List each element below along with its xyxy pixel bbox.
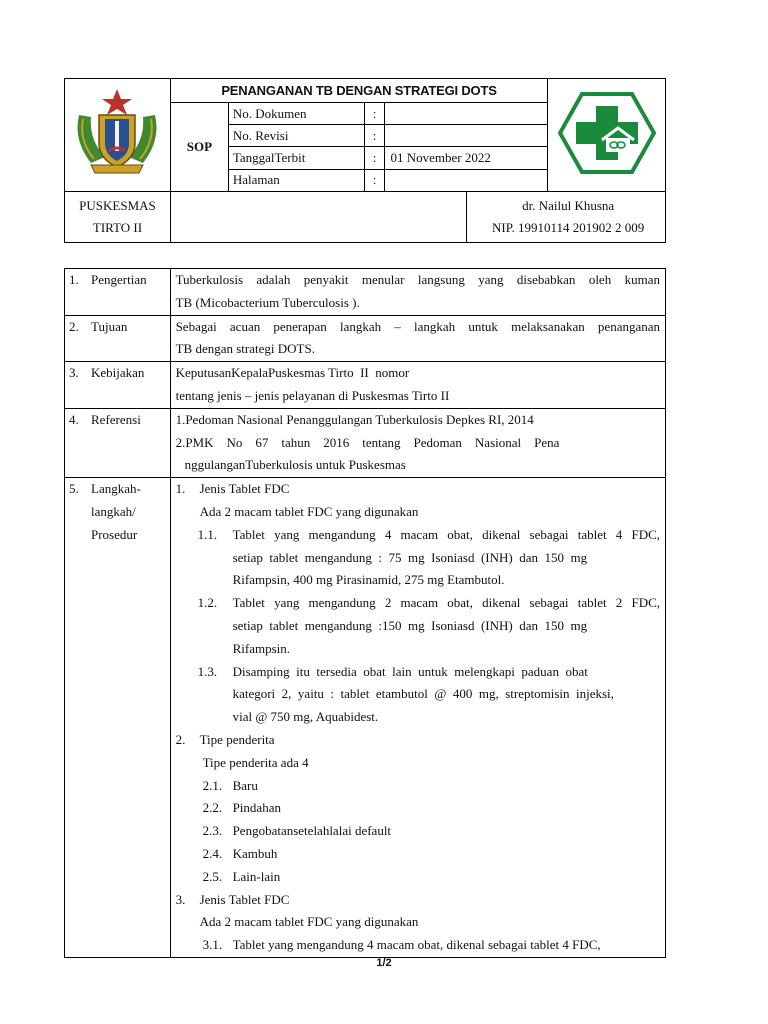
list-intro: Ada 2 macam tablet FDC yang digunakan [199,914,419,930]
sub-item-text: kategori 2, yaitu : tablet etambutol @ 400 mg, streptomisin injeksi, [232,686,614,702]
reference-item: 1.Pedoman Nasional Penanggulangan Tuberkulosis Depkes RI, 2014 [175,411,534,427]
list-number: 2.3. [202,823,223,839]
sub-item-text: Tablet yang mengandung 4 macam obat, dikenal sebagai tablet 4 FDC, [232,526,660,542]
reference-item-continuation: nggulanganTuberkulosis untuk Puskesmas [184,457,406,473]
sub-item [176,866,660,889]
regency-emblem-icon [69,85,165,181]
section-label: Pengertian [91,272,147,287]
list-number: 1. [175,481,186,497]
section-number: 2. [69,318,79,334]
section-text-line: tentang jenis – jenis pelayanan di Puskesmas Tirto II [175,387,450,403]
revision-value [385,125,548,147]
organization-line1: PUSKESMAS [79,197,156,213]
sub-item [176,934,660,957]
list-item [176,889,660,912]
section-number: 3. [69,365,79,381]
sub-item-text: setiap tablet mengandung :150 mg Isoniasd (INH) dan 150 mg [232,617,588,633]
signer-nip: NIP. 19910114 201902 2 009 [491,219,645,235]
issue-date-colon: : [364,147,385,169]
issue-date-label: TanggalTerbit [228,147,364,169]
sub-item [176,524,660,547]
revision-colon: : [364,125,385,147]
list-title: Jenis Tablet FDC [199,481,290,497]
list-number: 1.3. [197,663,218,679]
section-row-prosedur [65,478,666,958]
section-row-kebijakan [65,362,666,409]
organization-line2: TIRTO II [92,219,143,235]
signer-name: dr. Nailul Khusna [522,197,615,213]
list-number: 2. [175,731,186,747]
section-row-referensi [65,408,666,477]
section-text-line: Tuberkulosis adalah penyakit menular langsung yang disebabkan oleh kuman [175,272,660,287]
sub-item-text: Lain-lain [232,868,281,884]
section-label: Kebijakan [91,365,145,381]
list-intro: Ada 2 macam tablet FDC yang digunakan [199,503,419,519]
sub-item-text: vial @ 750 mg, Aquabidest. [232,709,379,725]
section-label: langkah/ [91,503,136,519]
section-row-pengertian [65,269,666,316]
section-label: Langkah- [91,481,141,497]
list-number: 1.2. [197,595,218,611]
page-colon: : [364,169,385,191]
section-text-line: TB dengan strategi DOTS. [175,341,315,357]
sub-item-text: Disamping itu tersedia obat lain untuk melengkapi paduan obat [232,663,588,679]
section-number: 4. [69,411,79,427]
issue-date-value: 01 November 2022 [385,147,548,169]
section-number: 5. [69,481,79,497]
list-number: 2.4. [202,845,223,861]
health-logo-cell [548,79,666,192]
list-number: 2.2. [202,800,223,816]
list-title: Jenis Tablet FDC [199,891,290,907]
revision-label: No. Revisi [228,125,364,147]
section-number: 1. [69,272,79,287]
sub-item-text: Kambuh [232,845,278,861]
sub-item-text: setiap tablet mengandung : 75 mg Isoniasd (INH) dan 150 mg [232,549,588,565]
document-title: PENANGANAN TB DENGAN STRATEGI DOTS [170,79,547,103]
list-number: 2.1. [202,777,223,793]
section-text-line: Sebagai acuan penerapan langkah – langkah untuk melaksanakan penanganan [175,318,660,334]
sub-item-text: Pengobatansetelahlalai default [232,823,392,839]
sop-header-table [64,78,666,243]
list-number: 3.1. [202,937,223,953]
sub-item-text: Baru [232,777,258,793]
section-row-tujuan [65,315,666,362]
puskesmas-logo-icon [558,90,656,176]
page-number: 1/2 [376,957,392,969]
list-number: 2.5. [202,868,223,884]
sub-item-text: Rifampsin, 400 mg Pirasinamid, 275 mg Etambutol. [232,572,505,588]
list-number: 3. [175,891,186,907]
sub-item-text: Rifampsin. [232,640,290,656]
list-intro: Tipe penderita ada 4 [202,754,309,770]
blank-cell [170,191,466,242]
sub-item [176,775,660,798]
list-title: Tipe penderita [199,731,275,747]
doc-number-label: No. Dokumen [228,103,364,125]
sop-label: SOP [170,103,228,192]
sub-item [176,661,660,684]
sub-item [176,592,660,615]
section-label: Referensi [91,411,141,427]
sop-content-table [64,268,666,958]
sub-item [176,820,660,843]
section-text-line: KeputusanKepalaPuskesmas Tirto II nomor [175,365,410,381]
page-value [385,169,548,191]
doc-number-colon: : [364,103,385,125]
doc-number-value [385,103,548,125]
list-item [176,729,660,752]
section-label: Prosedur [91,526,138,542]
reference-item: 2.PMK No 67 tahun 2016 tentang Pedoman Nasional Pena [175,434,560,450]
sub-item-text: Pindahan [232,800,281,816]
page-label: Halaman [228,169,364,191]
sub-item-text: Tablet yang mengandung 2 macam obat, dikenal sebagai tablet 2 FDC, [232,595,660,611]
list-number: 1.1. [197,526,218,542]
section-label: Tujuan [91,318,128,334]
list-item [176,478,660,501]
signer-block [467,191,666,242]
section-text-line: TB (Micobacterium Tuberculosis ). [175,294,360,310]
organization-name [65,191,171,242]
sub-item-text: Tablet yang mengandung 4 macam obat, dikenal sebagai tablet 4 FDC, [232,937,601,953]
sub-item [176,843,660,866]
regency-emblem-cell [65,79,171,192]
sub-item [176,797,660,820]
